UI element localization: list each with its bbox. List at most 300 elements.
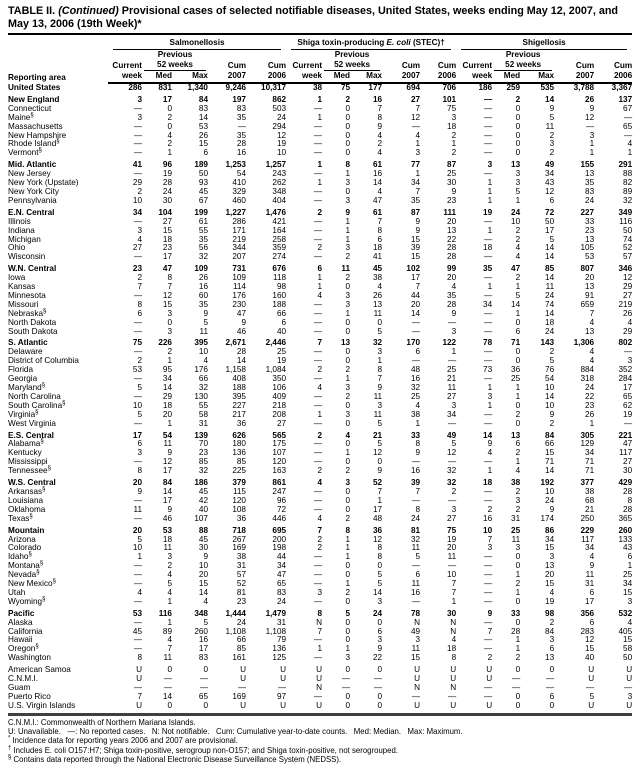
reporting-area-cell: Louisiana bbox=[8, 495, 44, 505]
value-cell: 3 bbox=[167, 552, 172, 562]
value-cell: 4 bbox=[515, 243, 521, 253]
value-cell: 19 bbox=[276, 356, 287, 366]
value-cell: 0 bbox=[345, 665, 351, 675]
value-cell: 200 bbox=[272, 534, 287, 544]
value-cell: 405 bbox=[618, 626, 633, 636]
value-cell: — bbox=[585, 683, 595, 692]
value-cell: 1 bbox=[589, 139, 595, 149]
value-cell: 54 bbox=[236, 169, 246, 179]
value-cell: 2 bbox=[377, 139, 383, 149]
value-cell: — bbox=[623, 418, 633, 428]
value-cell: 532 bbox=[618, 608, 633, 618]
value-cell: 1 bbox=[317, 644, 323, 654]
value-cell: 54 bbox=[162, 430, 172, 440]
value-cell: 659 bbox=[580, 299, 595, 309]
value-cell: 14 bbox=[545, 466, 555, 476]
med-label: Med bbox=[322, 71, 350, 83]
value-cell: — bbox=[623, 683, 633, 692]
value-cell: 74 bbox=[623, 234, 633, 244]
value-cell: — bbox=[373, 674, 383, 684]
reporting-area-cell: New Jersey bbox=[8, 169, 51, 179]
value-cell: 29 bbox=[623, 326, 633, 336]
value-cell: 260 bbox=[194, 626, 208, 636]
value-cell: 75 bbox=[132, 338, 142, 348]
value-cell: — bbox=[313, 374, 323, 384]
value-cell: U bbox=[450, 674, 457, 684]
value-cell: — bbox=[483, 587, 493, 597]
value-cell: 120 bbox=[272, 457, 287, 467]
value-cell: 87 bbox=[447, 160, 457, 170]
table-row bbox=[8, 206, 632, 218]
value-cell: 17 bbox=[585, 596, 595, 606]
group-label: Shigellosis bbox=[522, 38, 566, 47]
value-cell: — bbox=[133, 418, 142, 428]
value-cell: 40 bbox=[276, 326, 287, 336]
value-cell: 78 bbox=[483, 338, 493, 348]
value-cell: N bbox=[450, 626, 457, 636]
value-cell: 4 bbox=[589, 347, 595, 357]
value-cell: 2 bbox=[167, 112, 172, 122]
value-cell: 0 bbox=[377, 457, 383, 467]
value-cell: 4 bbox=[627, 617, 633, 627]
value-cell: 8 bbox=[345, 160, 351, 170]
value-cell: 4 bbox=[317, 383, 323, 392]
value-cell: 27 bbox=[623, 290, 633, 300]
value-cell: 1 bbox=[345, 579, 351, 589]
value-cell: 83 bbox=[236, 103, 246, 113]
value-cell: U bbox=[246, 702, 286, 714]
value-cell: 14 bbox=[410, 308, 421, 318]
value-cell: 61 bbox=[372, 207, 383, 217]
value-cell: — bbox=[313, 121, 323, 131]
value-cell: 1 bbox=[137, 552, 142, 562]
value-cell: 0 bbox=[515, 691, 521, 701]
value-cell: 23 bbox=[585, 400, 595, 410]
value-cell: — bbox=[483, 169, 493, 179]
value-cell: 57 bbox=[236, 570, 246, 580]
value-cell: 35 bbox=[483, 264, 493, 274]
value-cell: — bbox=[133, 579, 142, 589]
weeks52-label: 52 weeks bbox=[492, 60, 554, 71]
value-cell: 1 bbox=[515, 570, 521, 580]
value-cell: 861 bbox=[272, 478, 287, 488]
value-cell: 66 bbox=[198, 374, 208, 384]
value-cell: 3,788 bbox=[573, 83, 595, 92]
value-cell: 9 bbox=[203, 552, 208, 562]
value-cell: 66 bbox=[545, 439, 555, 449]
value-cell: 695 bbox=[272, 525, 287, 535]
value-cell: — bbox=[133, 216, 142, 226]
value-cell: 85 bbox=[198, 457, 208, 467]
value-cell: 291 bbox=[618, 160, 633, 170]
value-cell: 11 bbox=[373, 409, 383, 419]
value-cell: 72 bbox=[276, 504, 287, 514]
reporting-area-cell: North Dakota bbox=[8, 317, 57, 327]
value-cell: 694 bbox=[406, 83, 421, 92]
value-cell: 29 bbox=[132, 178, 142, 188]
value-cell: 2 bbox=[345, 94, 351, 104]
value-cell: 1 bbox=[317, 160, 323, 170]
value-cell: — bbox=[483, 103, 493, 113]
value-cell: 109 bbox=[232, 273, 246, 283]
value-cell: U bbox=[420, 702, 456, 714]
value-cell: 1 bbox=[487, 282, 493, 292]
value-cell: 0 bbox=[345, 326, 351, 336]
value-cell: 1 bbox=[589, 148, 595, 158]
value-cell: 10 bbox=[276, 148, 287, 158]
value-cell: 17 bbox=[410, 273, 421, 283]
value-cell: 3 bbox=[345, 299, 351, 309]
value-cell: 79 bbox=[276, 635, 287, 645]
value-cell: — bbox=[313, 635, 323, 645]
footnote: U: Unavailable. —: No reported cases. N: Not notifiable. Cum: Cumulative year-to-date counts. Med: Median. Max: Maximum. bbox=[8, 727, 463, 737]
value-cell: 1,257 bbox=[265, 160, 287, 170]
value-cell: 3 bbox=[451, 112, 457, 122]
value-cell: 108 bbox=[232, 504, 246, 514]
value-cell: 2,671 bbox=[225, 338, 246, 348]
value-cell: 1 bbox=[377, 356, 383, 366]
cum-label: Cum bbox=[575, 61, 595, 70]
value-cell: 0 bbox=[167, 317, 172, 327]
value-cell: 40 bbox=[585, 653, 595, 663]
value-cell: 174 bbox=[540, 513, 555, 523]
value-cell: 6 bbox=[377, 626, 383, 636]
value-cell: 27 bbox=[276, 418, 287, 428]
value-cell: 2 bbox=[451, 486, 457, 496]
max-label: Max bbox=[350, 71, 382, 83]
value-cell: 96 bbox=[162, 160, 172, 170]
current-label: Current bbox=[292, 61, 323, 70]
value-cell: 65 bbox=[623, 391, 633, 401]
value-cell: 78 bbox=[410, 608, 421, 618]
value-cell: 19 bbox=[545, 596, 555, 606]
value-cell: — bbox=[313, 148, 323, 158]
value-cell: 58 bbox=[623, 644, 633, 654]
value-cell: 0 bbox=[549, 665, 555, 675]
value-cell: 421 bbox=[272, 216, 287, 226]
value-cell: 3 bbox=[377, 347, 383, 357]
value-cell: 7 bbox=[137, 691, 142, 701]
value-cell: 15 bbox=[585, 644, 595, 654]
value-cell: — bbox=[447, 418, 457, 428]
value-cell: 446 bbox=[272, 513, 287, 523]
value-cell: 13 bbox=[372, 299, 383, 309]
value-cell: 130 bbox=[194, 391, 208, 401]
value-cell: 14 bbox=[162, 486, 172, 496]
value-cell: 1 bbox=[345, 169, 351, 179]
value-cell: 1 bbox=[627, 561, 633, 571]
value-cell: 26 bbox=[198, 273, 208, 283]
value-cell: 53 bbox=[132, 365, 142, 375]
value-cell: 5 bbox=[137, 383, 142, 392]
value-cell: 20 bbox=[585, 273, 595, 283]
value-cell: 1 bbox=[317, 112, 323, 122]
value-cell: 359 bbox=[272, 243, 287, 253]
value-cell: 84 bbox=[545, 430, 555, 440]
value-cell: 28 bbox=[236, 139, 246, 149]
value-cell: 28 bbox=[623, 504, 633, 514]
value-cell: 10 bbox=[545, 383, 555, 392]
value-cell: 9 bbox=[377, 466, 383, 476]
value-cell: 3 bbox=[345, 409, 351, 419]
reporting-area-cell: Alabama§ bbox=[8, 438, 44, 449]
value-cell: 12 bbox=[372, 534, 383, 544]
value-cell: 11 bbox=[163, 543, 172, 553]
value-cell: 0 bbox=[515, 596, 521, 606]
value-cell: 6 bbox=[377, 234, 383, 244]
disease-table bbox=[8, 35, 632, 716]
value-cell: 14 bbox=[372, 178, 383, 188]
value-cell: 7 bbox=[487, 626, 493, 636]
value-cell: 27 bbox=[623, 457, 633, 467]
value-cell: 169 bbox=[232, 691, 246, 701]
value-cell: 29 bbox=[162, 391, 172, 401]
value-cell: 286 bbox=[232, 216, 246, 226]
reporting-area-cell: E.N. Central bbox=[8, 207, 55, 217]
value-cell: 349 bbox=[618, 207, 633, 217]
value-cell: — bbox=[133, 121, 142, 131]
value-cell: 344 bbox=[232, 243, 246, 253]
value-cell: 33 bbox=[585, 216, 595, 226]
value-cell: 6 bbox=[203, 148, 208, 158]
value-cell: 76 bbox=[545, 365, 555, 375]
value-cell: 4 bbox=[377, 282, 383, 292]
value-cell: 34 bbox=[623, 579, 633, 589]
value-cell: 1 bbox=[515, 635, 521, 645]
value-cell: 189 bbox=[194, 160, 208, 170]
value-cell: 1 bbox=[515, 308, 521, 318]
title-post: Provisional cases of selected notifiable diseases, United States, weeks ending May 12, 2007, and May 13, 2006 (19th Week)* bbox=[8, 5, 619, 30]
value-cell: 188 bbox=[272, 299, 287, 309]
value-cell: 2 bbox=[515, 579, 521, 589]
value-cell: 9 bbox=[345, 207, 351, 217]
value-cell: 16 bbox=[198, 635, 208, 645]
value-cell: 54 bbox=[545, 374, 555, 384]
value-cell: 14 bbox=[511, 299, 521, 309]
value-cell: 0 bbox=[345, 486, 351, 496]
value-cell: 105 bbox=[580, 243, 595, 253]
value-cell: 2 bbox=[345, 587, 351, 597]
value-cell: 3 bbox=[345, 478, 351, 488]
value-cell: — bbox=[313, 186, 323, 196]
value-cell: U bbox=[280, 665, 287, 675]
value-cell: — bbox=[133, 290, 142, 300]
value-cell: 408 bbox=[232, 374, 246, 384]
value-cell: — bbox=[447, 495, 457, 505]
value-cell: 0 bbox=[515, 103, 521, 113]
value-cell: 10 bbox=[132, 400, 142, 410]
value-cell: 6 bbox=[281, 317, 287, 327]
title-continued: (Continued) bbox=[58, 5, 119, 17]
value-cell: 1 bbox=[415, 169, 421, 179]
value-cell: 262 bbox=[272, 178, 287, 188]
value-cell: 34 bbox=[276, 561, 287, 571]
value-cell: 25 bbox=[511, 374, 521, 384]
value-cell: — bbox=[133, 561, 142, 571]
value-cell: 0 bbox=[515, 552, 521, 562]
value-cell: — bbox=[313, 552, 323, 562]
value-cell: 221 bbox=[618, 430, 633, 440]
value-cell: 4 bbox=[415, 130, 421, 140]
value-cell: — bbox=[483, 596, 493, 606]
value-cell: 2 bbox=[317, 466, 323, 476]
value-cell: N bbox=[450, 617, 457, 627]
reporting-area-cell: Guam bbox=[8, 683, 31, 692]
value-cell: 49 bbox=[447, 430, 457, 440]
value-cell: 75 bbox=[340, 83, 351, 92]
reporting-area-cell: Georgia bbox=[8, 374, 38, 384]
value-cell: 9 bbox=[415, 448, 421, 458]
value-cell: — bbox=[447, 457, 457, 467]
value-cell: — bbox=[483, 317, 493, 327]
value-cell: 1 bbox=[345, 448, 351, 458]
value-cell: 7 bbox=[167, 282, 172, 292]
value-cell: 160 bbox=[272, 290, 287, 300]
value-cell: 15 bbox=[162, 299, 172, 309]
value-cell: 4 bbox=[137, 587, 142, 597]
value-cell: 14 bbox=[545, 243, 555, 253]
reporting-area-cell: W.N. Central bbox=[8, 264, 57, 274]
value-cell: 1 bbox=[345, 534, 351, 544]
value-cell: 10 bbox=[132, 195, 142, 205]
value-cell: — bbox=[483, 495, 493, 505]
value-cell: — bbox=[313, 418, 323, 428]
reporting-area-cell: Idaho§ bbox=[8, 551, 32, 562]
med-label: Med bbox=[142, 71, 172, 83]
footnote: § Contains data reported through the National Electronic Disease Surveillance System (NEDSS). bbox=[8, 754, 342, 764]
value-cell: 19 bbox=[162, 169, 172, 179]
value-cell: 395 bbox=[194, 338, 208, 348]
value-cell: 101 bbox=[442, 94, 457, 104]
value-cell: 329 bbox=[232, 186, 246, 196]
value-cell: 136 bbox=[272, 644, 287, 654]
value-cell: 199 bbox=[194, 207, 208, 217]
value-cell: 4 bbox=[589, 552, 595, 562]
value-cell: 5 bbox=[345, 608, 351, 618]
value-cell: 40 bbox=[198, 504, 208, 514]
value-cell: 9 bbox=[167, 448, 172, 458]
value-cell: 136 bbox=[232, 448, 246, 458]
value-cell: U bbox=[554, 702, 594, 714]
value-cell: 109 bbox=[194, 264, 208, 274]
value-cell: 23 bbox=[132, 264, 142, 274]
value-cell: U bbox=[286, 702, 322, 714]
value-cell: 45 bbox=[372, 264, 383, 274]
reporting-area-cell: Delaware bbox=[8, 347, 43, 357]
value-cell: — bbox=[313, 486, 323, 496]
value-cell: 43 bbox=[545, 178, 555, 188]
value-cell: — bbox=[623, 347, 633, 357]
value-cell: 2 bbox=[345, 273, 351, 283]
reporting-area-cell: New England bbox=[8, 94, 60, 104]
value-cell: 2 bbox=[317, 365, 323, 375]
value-cell: 24 bbox=[585, 383, 595, 392]
value-cell: — bbox=[133, 347, 142, 357]
value-cell: — bbox=[313, 299, 323, 309]
value-cell: 98 bbox=[545, 608, 555, 618]
value-cell: 3 bbox=[415, 635, 421, 645]
value-cell: 171 bbox=[232, 225, 246, 235]
value-cell: 36 bbox=[372, 525, 383, 535]
value-cell: 6 bbox=[515, 326, 521, 336]
value-cell: 197 bbox=[232, 94, 246, 104]
value-cell: 807 bbox=[580, 264, 595, 274]
value-cell: 11 bbox=[585, 570, 595, 580]
value-cell: 4 bbox=[415, 400, 421, 410]
value-cell: 50 bbox=[623, 225, 633, 235]
value-cell: 61 bbox=[372, 160, 383, 170]
value-cell: 379 bbox=[232, 478, 246, 488]
value-cell: 14 bbox=[545, 273, 555, 283]
value-cell: 12 bbox=[276, 130, 287, 140]
value-cell: N bbox=[316, 617, 323, 627]
value-cell: — bbox=[411, 561, 421, 571]
reporting-area-cell: E.S. Central bbox=[8, 430, 54, 440]
value-cell: 1 bbox=[515, 391, 521, 401]
value-cell: 47 bbox=[372, 195, 383, 205]
value-cell: 676 bbox=[272, 264, 287, 274]
value-cell: U bbox=[136, 674, 142, 684]
value-cell: 15 bbox=[623, 587, 633, 597]
value-cell: 5 bbox=[515, 290, 521, 300]
value-cell: 115 bbox=[232, 486, 246, 496]
value-cell: 16 bbox=[410, 587, 421, 597]
value-cell: 102 bbox=[406, 264, 421, 274]
value-cell: 16 bbox=[410, 374, 421, 384]
value-cell: 71 bbox=[585, 466, 595, 476]
value-cell: 626 bbox=[232, 430, 246, 440]
value-cell: 1 bbox=[317, 273, 323, 283]
value-cell: 12 bbox=[623, 273, 633, 283]
table-row bbox=[8, 328, 632, 337]
value-cell: 9 bbox=[589, 561, 595, 571]
reporting-area-cell: U.S. Virgin Islands bbox=[8, 702, 108, 714]
value-cell: 0 bbox=[345, 570, 351, 580]
value-cell: 1 bbox=[377, 495, 383, 505]
value-cell: 5 bbox=[377, 418, 383, 428]
value-cell: — bbox=[313, 308, 323, 318]
value-cell: — bbox=[313, 495, 323, 505]
value-cell: — bbox=[483, 290, 493, 300]
value-cell: 14 bbox=[483, 430, 493, 440]
value-cell: 19 bbox=[447, 534, 457, 544]
reporting-area-cell: Mountain bbox=[8, 525, 45, 535]
value-cell: 6 bbox=[137, 308, 142, 318]
value-cell: 0 bbox=[350, 702, 382, 714]
value-cell: 12 bbox=[162, 457, 172, 467]
value-cell: 6 bbox=[515, 439, 521, 449]
value-cell: 56 bbox=[198, 243, 208, 253]
value-cell: — bbox=[133, 326, 142, 336]
value-cell: — bbox=[133, 148, 142, 158]
value-cell: 7 bbox=[377, 103, 383, 113]
value-cell: 23 bbox=[236, 596, 246, 606]
value-cell: 28 bbox=[236, 347, 246, 357]
value-cell: 33 bbox=[410, 430, 421, 440]
value-cell: U bbox=[240, 665, 246, 675]
value-cell: 19 bbox=[483, 207, 493, 217]
value-cell: 26 bbox=[623, 308, 633, 318]
value-cell: — bbox=[313, 216, 323, 226]
value-cell: 395 bbox=[232, 391, 246, 401]
value-cell: 1,108 bbox=[225, 626, 246, 636]
value-cell: 27 bbox=[132, 243, 142, 253]
value-cell: 14 bbox=[198, 112, 208, 122]
value-cell: 350 bbox=[272, 374, 287, 384]
week-label: week bbox=[108, 71, 142, 83]
value-cell: — bbox=[483, 356, 493, 366]
value-cell: 7 bbox=[377, 216, 383, 226]
